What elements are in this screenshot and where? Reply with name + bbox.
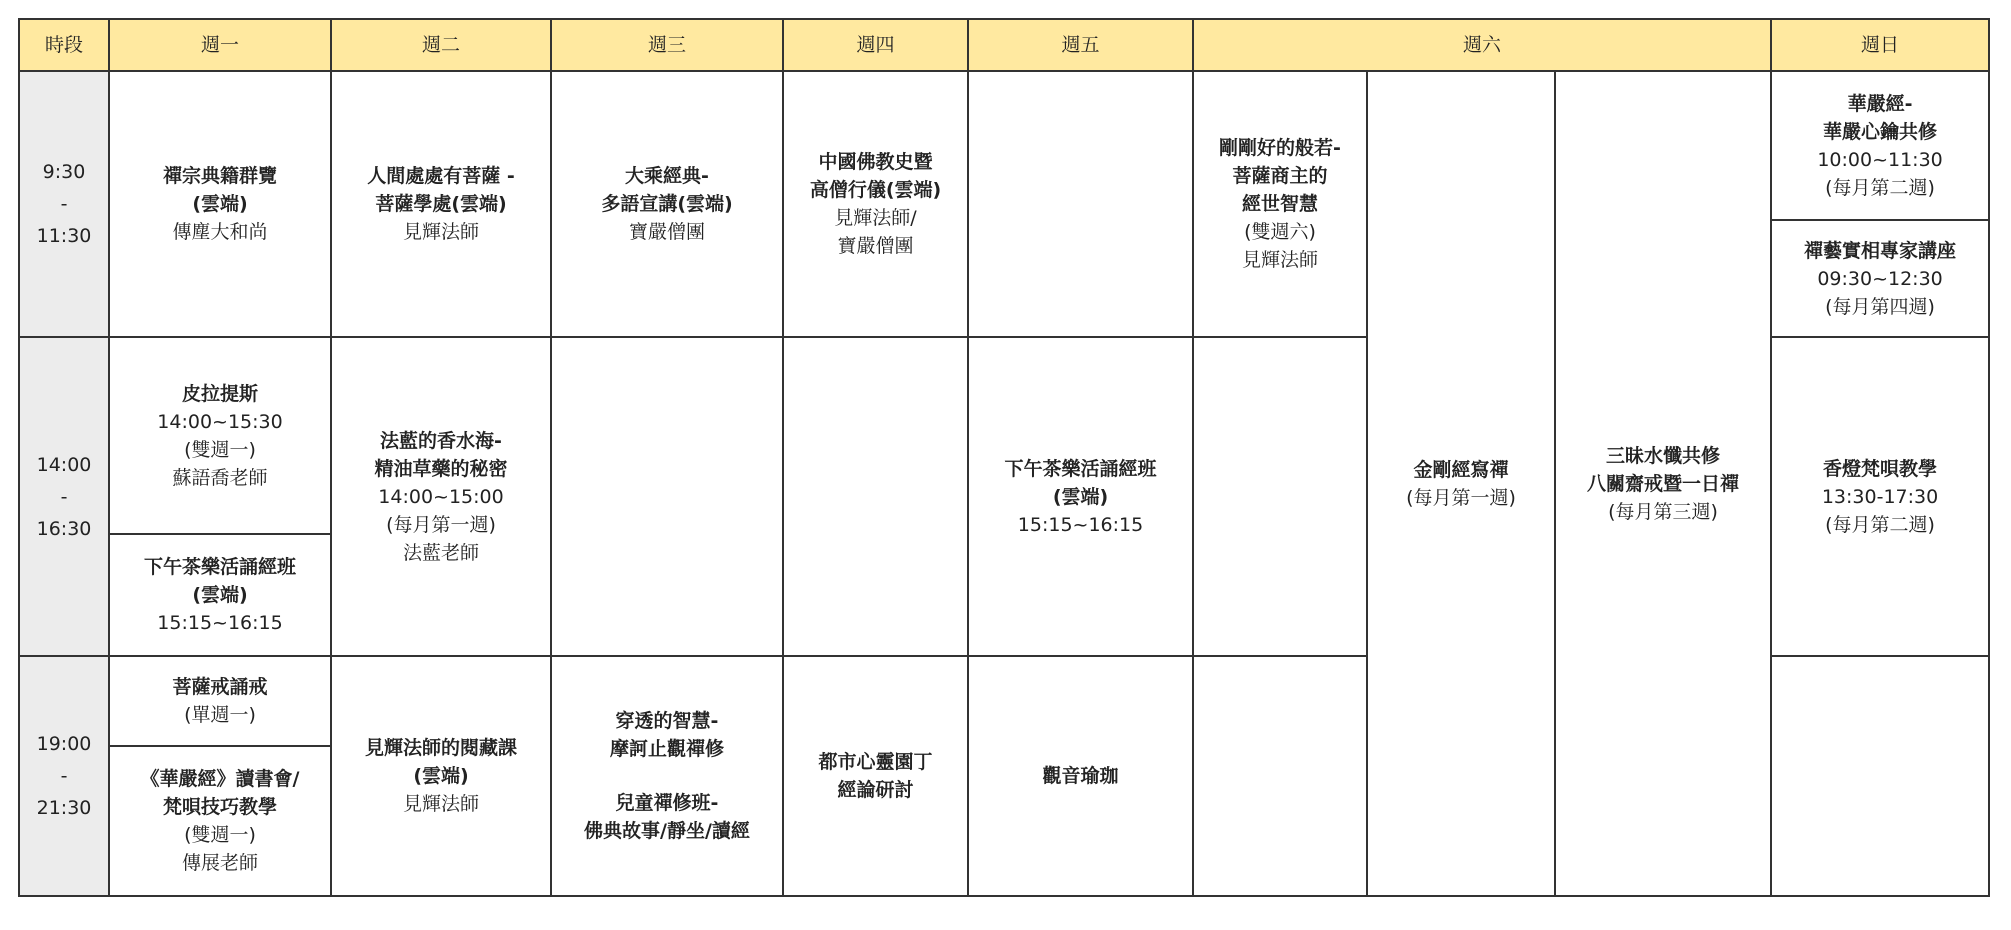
tue-evening-class: 見輝法師的閱藏課 (雲端) 見輝法師 (331, 656, 551, 896)
sat-afternoon-empty (1193, 337, 1367, 656)
time-slot-morning: 9:30 - 11:30 (19, 71, 109, 337)
sat-diamond-sutra-class: 金剛經寫禪 (每月第一週) (1367, 71, 1555, 896)
time-slot-evening: 19:00 - 21:30 (19, 656, 109, 896)
sat-samadhi-class: 三昧水懺共修 八關齋戒暨一日禪 (每月第三週) (1555, 71, 1771, 896)
mon-morning-class: 禪宗典籍群覽 (雲端) 傳塵大和尚 (109, 71, 331, 337)
header-sun: 週日 (1771, 19, 1989, 71)
morning-row-1 (19, 71, 1989, 220)
header-fri: 週五 (968, 19, 1193, 71)
header-sat: 週六 (1193, 19, 1771, 71)
thu-afternoon-empty (783, 337, 968, 656)
fri-afternoon-class: 下午茶樂活誦經班 (雲端) 15:15~16:15 (968, 337, 1193, 656)
evening-row-1 (19, 656, 1989, 746)
mon-afternoon-class-1: 皮拉提斯 14:00~15:30 (雙週一) 蘇語喬老師 (109, 337, 331, 534)
thu-morning-class: 中國佛教史暨 高僧行儀(雲端) 見輝法師/ 寶嚴僧團 (783, 71, 968, 337)
weekend-evening-empty (1193, 656, 1989, 896)
header-row (19, 19, 1989, 71)
wed-afternoon-empty (551, 337, 783, 656)
mon-evening-class-2: 《華嚴經》讀書會/ 梵唄技巧教學 (雙週一) 傳展老師 (109, 746, 331, 896)
sun-afternoon-class: 香燈梵唄教學 13:30-17:30 (每月第二週) (1771, 337, 1989, 656)
header-tue: 週二 (331, 19, 551, 71)
weekly-schedule-table (18, 18, 1990, 897)
header-mon: 週一 (109, 19, 331, 71)
fri-evening-class: 觀音瑜珈 (968, 656, 1193, 896)
sun-morning-class-2: 禪藝實相專家講座 09:30~12:30 (每月第四週) (1771, 220, 1989, 337)
thu-evening-class: 都市心靈園丁 經論研討 (783, 656, 968, 896)
header-thu: 週四 (783, 19, 968, 71)
wed-evening-class: 穿透的智慧- 摩訶止觀禪修 兒童禪修班- 佛典故事/靜坐/讀經 (551, 656, 783, 896)
fri-morning-empty (968, 71, 1193, 337)
tue-afternoon-class: 法藍的香水海- 精油草藥的秘密 14:00~15:00 (每月第一週) 法藍老師 (331, 337, 551, 656)
header-wed: 週三 (551, 19, 783, 71)
wed-morning-class: 大乘經典- 多語宣講(雲端) 寶嚴僧團 (551, 71, 783, 337)
time-slot-afternoon: 14:00 - 16:30 (19, 337, 109, 656)
sun-morning-class-1: 華嚴經- 華嚴心鑰共修 10:00~11:30 (每月第二週) (1771, 71, 1989, 220)
sat-morning-class: 剛剛好的般若- 菩薩商主的 經世智慧 (雙週六) 見輝法師 (1193, 71, 1367, 337)
tue-morning-class: 人間處處有菩薩 - 菩薩學處(雲端) 見輝法師 (331, 71, 551, 337)
header-time: 時段 (19, 19, 109, 71)
mon-evening-class-1: 菩薩戒誦戒 (單週一) (109, 656, 331, 746)
mon-afternoon-class-2: 下午茶樂活誦經班 (雲端) 15:15~16:15 (109, 534, 331, 656)
